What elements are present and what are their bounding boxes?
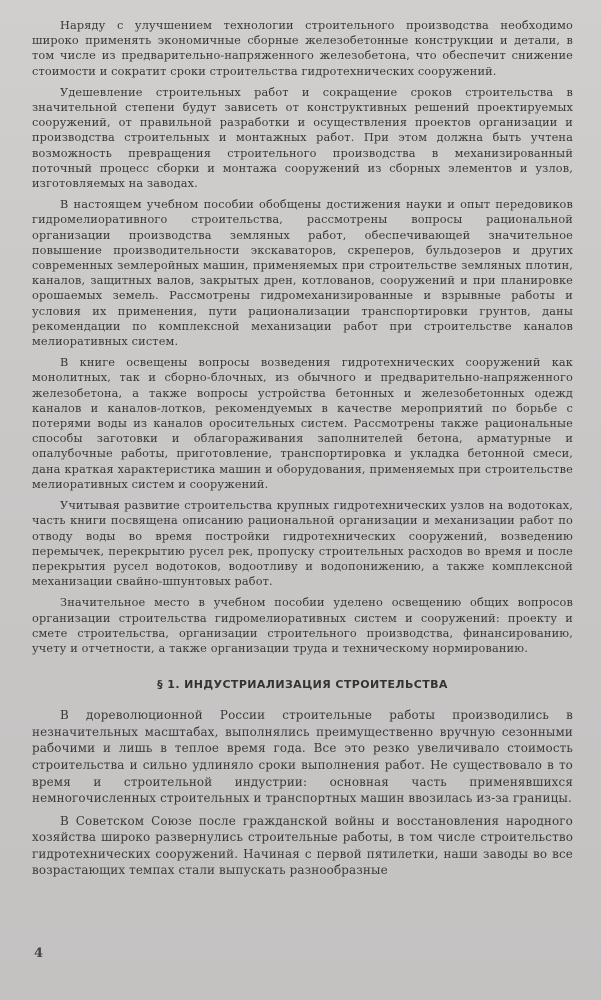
paragraph: Значительное место в учебном пособии уделено освещению общих вопросов организации строительства гидромелиоративных систем и сооружений: проекту и смете строительства, организации строительного производства, финансированию, учету и отчетности, а также организации труда и техническому нормированию.	[32, 596, 573, 655]
section-heading: § 1. ИНДУСТРИАЛИЗАЦИЯ СТРОИТЕЛЬСТВА	[157, 678, 448, 692]
paragraph: Учитывая развитие строительства крупных гидротехнических узлов на водотоках, часть книги посвящена описанию рациональной организации и механизации работ по отводу воды во время постройки гидротехнических сооружений, возведению перемычек, перекрытию русел рек, пропуску строительных расходов во время и после перекрытия русел водотоков, водоотливу и водопонижению, а также комплексной механизации свайно-шпунтовых работ.	[32, 499, 573, 589]
intro-text	[32, 18, 573, 656]
paragraph: В книге освещены вопросы возведения гидротехнических сооружений как монолитных, так и сборно-блочных, из обычного и предварительно-напряженного железобетона, а также вопросы устройства бетонных и железобетонных одежд каналов и каналов-лотков, рекомендуемых в качестве мероприятий по борьбе с потерями воды из каналов оросительных систем. Рассмотрены также рациональные способы заготовки и облагораживания заполнителей бетона, арматурные и опалубочные работы, приготовление, транспортировка и укладка бетонной смеси, дана краткая характеристика машин и оборудования, применяемых при строительстве мелиоративных систем и сооружений.	[32, 356, 573, 491]
paragraph: В Советском Союзе после гражданской войны и восстановления народного хозяйства широко развернулись строительные работы, в том числе строительство гидротехнических сооружений. Начиная с первой пятилетки, наши заводы во все возрастающих темпах стали выпускать разнообразные	[32, 813, 573, 878]
paragraph: Наряду с улучшением технологии строительного производства необходимо широко применять экономичные сборные железобетонные конструкции и детали, в том числе из предварительно-напряженного железобетона, что обеспечит снижение стоимости и сократит сроки строительства гидротехнических сооружений.	[32, 19, 573, 78]
paragraph: Удешевление строительных работ и сокращение сроков строительства в значительной степени будут зависеть от конструктивных решений проектируемых сооружений, от правильной разработки и осуществления проектов организации и производства строительных и монтажных работ. При этом должна быть учтена возможность превращения строительного производства в механизированный поточный процесс сборки и монтажа сооружений из сборных элементов и узлов, изготовляемых на заводах.	[32, 85, 573, 191]
paragraph: В настоящем учебном пособии обобщены достижения науки и опыт передовиков гидромелиоративного строительства, рассмотрены вопросы рациональной организации производства земляных работ, обеспечивающей значительное повышение производительности экскаваторов, скреперов, бульдозеров и других современных землеройных машин, применяемых при строительстве земляных плотин, каналов, защитных валов, закрытых дрен, котлованов, сооружений и при планировке орошаемых земель. Рассмотрены гидромеханизированные и взрывные работы и условия их применения, пути рационализации транспортировки грунтов, даны рекомендации по комплексной механизации работ при строительстве каналов мелиоративных систем.	[32, 198, 573, 349]
paragraph: В дореволюционной России строительные работы производились в незначительных масштабах, выполнялись преимущественно вручную сезонными рабочими и лишь в теплое время года. Все это резко увеличивало стоимость строительства и сильно удлиняло сроки выполнения работ. Не существовало в то время и строительной индустрии: основная часть применявшихся немногочисленных строительных и транспортных машин ввозилась из-за границы.	[32, 708, 573, 806]
section-text	[32, 707, 573, 879]
page-number: 4	[34, 946, 44, 961]
